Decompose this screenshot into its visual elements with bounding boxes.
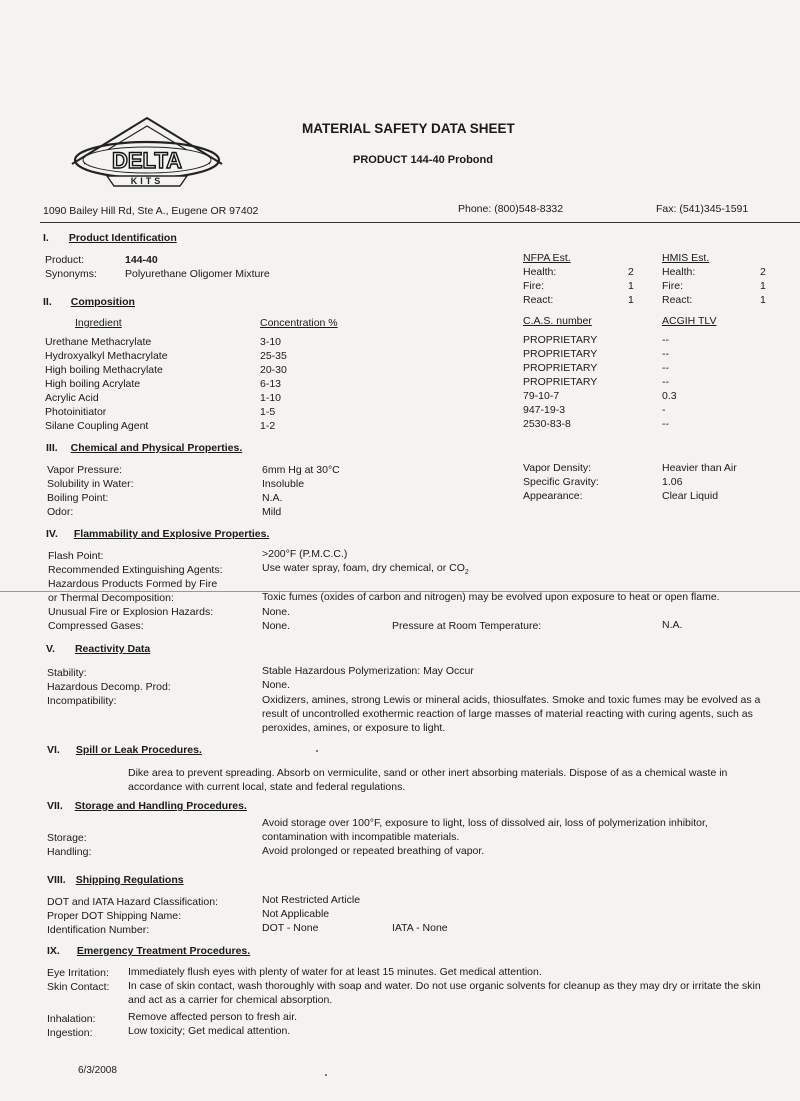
concentration-cell: 6-13: [260, 378, 282, 390]
hazardous-products-label-2: or Thermal Decomposition:: [48, 592, 174, 604]
section-3-heading: [46, 442, 242, 454]
stability-value: Stable Hazardous Polymerization: May Occur: [262, 665, 474, 677]
extinguishing-subscript: 2: [464, 569, 469, 577]
section-title: Storage and Handling Procedures.: [74, 800, 247, 812]
nfpa-react-value: 1: [628, 294, 634, 306]
decomp-products-label: Hazardous Decomp. Prod:: [47, 681, 171, 693]
cas-cell: PROPRIETARY: [523, 334, 598, 346]
cas-header: C.A.S. number: [523, 315, 592, 327]
ingredient-cell: Acrylic Acid: [45, 392, 99, 404]
document-title: MATERIAL SAFETY DATA SHEET: [302, 121, 515, 136]
section-5-heading: [46, 643, 150, 655]
inhalation-value: Remove affected person to fresh air.: [128, 1011, 298, 1023]
inhalation-label: Inhalation:: [47, 1013, 96, 1025]
decomp-products-value: None.: [262, 679, 291, 691]
section-title: Product Identification: [68, 232, 177, 244]
tlv-cell: -: [662, 404, 666, 416]
section-title: Shipping Regulations: [75, 874, 184, 886]
nfpa-title: NFPA Est.: [523, 252, 571, 264]
vapor-density-label: Vapor Density:: [523, 462, 592, 474]
cas-cell: PROPRIETARY: [523, 348, 598, 360]
section-2-heading: [43, 296, 135, 308]
section-number: VIII.: [47, 874, 66, 886]
section-4-heading: [46, 528, 269, 540]
incompatibility-value: Oxidizers, amines, strong Lewis or mineral acids, thiosulfates. Smoke and toxic fumes may be evolved as a result of uncontrolled exothermic reaction of large masses of material reacting with curing agents, such as peroxides, amines, or exposure to light.: [262, 694, 761, 734]
appearance-label: Appearance:: [523, 490, 583, 502]
nfpa-fire-value: 1: [628, 280, 634, 292]
room-pressure-value: N.A.: [662, 619, 683, 631]
handling-label: Handling:: [47, 846, 92, 858]
scan-speck: [325, 1074, 327, 1076]
section-number: IV.: [46, 528, 58, 540]
hazard-class-value: Not Restricted Article: [262, 894, 361, 906]
ingredient-cell: Silane Coupling Agent: [45, 420, 149, 432]
nfpa-health-value: 2: [628, 266, 634, 278]
product-subtitle: PRODUCT 144-40 Probond: [353, 154, 493, 166]
concentration-cell: 3-10: [260, 336, 282, 348]
solubility-label: Solubility in Water:: [47, 478, 134, 490]
stability-label: Stability:: [47, 667, 87, 679]
cas-cell: 2530-83-8: [523, 418, 571, 430]
section-6-heading: [47, 744, 202, 756]
nfpa-fire-label: Fire:: [523, 280, 544, 292]
section-number: V.: [46, 643, 55, 655]
flash-point-value: >200°F (P.M.C.C.): [262, 548, 348, 560]
id-number-label: Identification Number:: [47, 924, 150, 936]
section-number: III.: [46, 442, 58, 454]
hmis-react-label: React:: [662, 294, 693, 306]
section-9-heading: [47, 945, 250, 957]
shipping-name-label: Proper DOT Shipping Name:: [47, 910, 182, 922]
handling-value: Avoid prolonged or repeated breathing of vapor.: [262, 845, 485, 857]
synonyms-label: Synonyms:: [45, 268, 97, 280]
concentration-header: Concentration %: [260, 317, 338, 329]
vapor-pressure-value: 6mm Hg at 30°C: [262, 464, 340, 476]
section-number: I.: [43, 232, 49, 244]
shipping-name-value: Not Applicable: [262, 908, 330, 920]
concentration-cell: 1-2: [260, 420, 276, 432]
section-7-heading: [47, 800, 247, 812]
delta-kits-logo: [62, 112, 232, 194]
header-divider: [40, 222, 800, 223]
tlv-cell: --: [662, 348, 669, 360]
hazard-class-label: DOT and IATA Hazard Classification:: [47, 896, 218, 908]
hazardous-products-label-1: Hazardous Products Formed by Fire: [48, 578, 218, 590]
unusual-hazards-value: None.: [262, 606, 291, 618]
synonyms-value: Polyurethane Oligomer Mixture: [125, 268, 270, 280]
eye-irritation-value: Immediately flush eyes with plenty of water for at least 15 minutes. Get medical attention.: [128, 966, 542, 978]
eye-irritation-label: Eye Irritation:: [47, 967, 109, 979]
solubility-value: Insoluble: [262, 478, 305, 490]
cas-cell: 947-19-3: [523, 404, 566, 416]
hmis-health-value: 2: [760, 266, 766, 278]
extinguishing-label: Recommended Extinguishing Agents:: [48, 564, 223, 576]
ingredient-cell: Urethane Methacrylate: [45, 336, 152, 348]
ingredient-cell: High boiling Methacrylate: [45, 364, 163, 376]
extinguishing-text: Use water spray, foam, dry chemical, or CO: [262, 562, 465, 574]
section-number: VII.: [47, 800, 63, 812]
tlv-cell: --: [662, 418, 669, 430]
fax-number: Fax: (541)345-1591: [656, 203, 749, 215]
section-title: Spill or Leak Procedures.: [75, 744, 202, 756]
appearance-value: Clear Liquid: [662, 490, 719, 502]
ingredient-cell: High boiling Acrylate: [45, 378, 141, 390]
document-date: 6/3/2008: [78, 1065, 117, 1076]
hazardous-products-value: Toxic fumes (oxides of carbon and nitrogen) may be evolved upon exposure to heat or open flame.: [262, 591, 720, 603]
ingredient-cell: Photoinitiator: [45, 406, 107, 418]
ingredient-header: Ingredient: [75, 317, 122, 329]
section-title: Composition: [70, 296, 135, 308]
tlv-cell: --: [662, 376, 669, 388]
boiling-point-label: Boiling Point:: [47, 492, 109, 504]
flash-point-label: Flash Point:: [48, 550, 104, 562]
cas-cell: PROPRIETARY: [523, 362, 598, 374]
iata-id-value: IATA - None: [392, 922, 448, 934]
nfpa-health-label: Health:: [523, 266, 557, 278]
incompatibility-label: Incompatibility:: [47, 695, 117, 707]
section-number: II.: [43, 296, 52, 308]
skin-contact-label: Skin Contact:: [47, 981, 110, 993]
tlv-cell: --: [662, 362, 669, 374]
section-title: Emergency Treatment Procedures.: [76, 945, 251, 957]
product-value: 144-40: [125, 254, 158, 266]
ingestion-value: Low toxicity; Get medical attention.: [128, 1025, 291, 1037]
section-title: Reactivity Data: [74, 643, 151, 655]
tlv-header: ACGIH TLV: [662, 315, 717, 327]
ingredient-cell: Hydroxyalkyl Methacrylate: [45, 350, 168, 362]
odor-value: Mild: [262, 506, 282, 518]
hmis-fire-value: 1: [760, 280, 766, 292]
compressed-gases-label: Compressed Gases:: [48, 620, 144, 632]
concentration-cell: 20-30: [260, 364, 287, 376]
section-number: VI.: [47, 744, 60, 756]
cas-cell: 79-10-7: [523, 390, 560, 402]
concentration-cell: 25-35: [260, 350, 287, 362]
section-title: Flammability and Explosive Properties.: [73, 528, 270, 540]
hmis-title: HMIS Est.: [662, 252, 710, 264]
compressed-gases-value: None.: [262, 620, 291, 632]
tlv-cell: --: [662, 334, 669, 346]
tlv-cell: 0.3: [662, 390, 677, 402]
product-label: Product:: [45, 254, 85, 266]
nfpa-react-label: React:: [523, 294, 554, 306]
cas-cell: PROPRIETARY: [523, 376, 598, 388]
phone-number: Phone: (800)548-8332: [458, 203, 564, 215]
concentration-cell: 1-5: [260, 406, 276, 418]
section-8-heading: [47, 874, 184, 886]
odor-label: Odor:: [47, 506, 74, 518]
section-1-heading: [43, 232, 177, 244]
ingestion-label: Ingestion:: [47, 1027, 93, 1039]
logo-wordmark: DELTA: [111, 148, 183, 173]
section-title: Chemical and Physical Properties.: [70, 442, 243, 454]
hmis-fire-label: Fire:: [662, 280, 683, 292]
storage-value: Avoid storage over 100°F, exposure to light, loss of dissolved air, loss of polymerization inhibitor, contamination with incompatible materials.: [262, 817, 708, 843]
dot-id-value: DOT - None: [262, 922, 319, 934]
boiling-point-value: N.A.: [262, 492, 283, 504]
logo-sub: KITS: [130, 176, 164, 186]
specific-gravity-label: Specific Gravity:: [523, 476, 599, 488]
scan-speck: [316, 750, 318, 752]
vapor-pressure-label: Vapor Pressure:: [47, 464, 123, 476]
extinguishing-value: [262, 562, 469, 576]
hmis-health-label: Health:: [662, 266, 696, 278]
company-address: 1090 Bailey Hill Rd, Ste A., Eugene OR 97402: [43, 205, 259, 217]
section-number: IX.: [47, 945, 60, 957]
hmis-react-value: 1: [760, 294, 766, 306]
spill-procedure-text: Dike area to prevent spreading. Absorb on vermiculite, sand or other inert absorbing materials. Dispose of as a chemical waste in accordance with current local, state and federal regulations.: [128, 767, 728, 793]
storage-label: Storage:: [47, 832, 87, 844]
concentration-cell: 1-10: [260, 392, 282, 404]
unusual-hazards-label: Unusual Fire or Explosion Hazards:: [48, 606, 214, 618]
specific-gravity-value: 1.06: [662, 476, 683, 488]
room-pressure-label: Pressure at Room Temperature:: [392, 620, 542, 632]
skin-contact-value: In case of skin contact, wash thoroughly with soap and water. Do not use organic solvents for cleanup as they may dry or irritate the skin and act as a carrier for chemical absorption.: [128, 980, 761, 1006]
vapor-density-value: Heavier than Air: [662, 462, 737, 474]
